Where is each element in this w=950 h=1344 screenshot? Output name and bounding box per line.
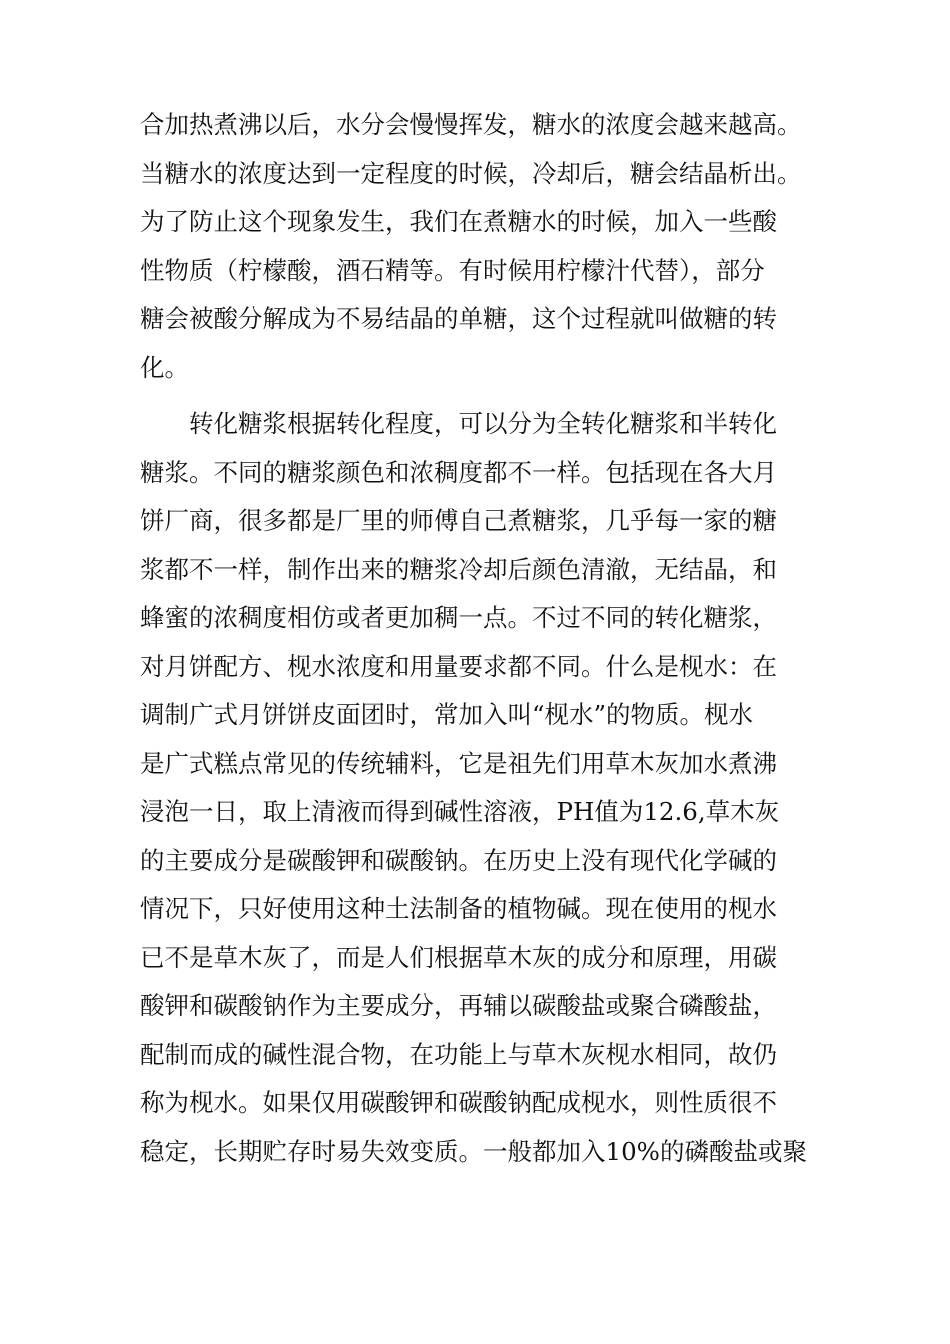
text-line: 糖浆。不同的糖浆颜色和浓稠度都不一样。包括现在各大月 bbox=[140, 457, 777, 487]
paragraph-spacing bbox=[140, 392, 840, 400]
text-line: 当糖水的浓度达到一定程度的时候，冷却后，糖会结晶析出。 bbox=[140, 158, 802, 188]
body-text bbox=[140, 101, 840, 1176]
text-line: 情况下，只好使用这种土法制备的植物碱。现在使用的枧水 bbox=[140, 894, 777, 923]
text-line: 对月饼配方、枧水浓度和用量要求都不同。什么是枧水：在 bbox=[140, 651, 777, 681]
text-line: 的主要成分是碳酸钾和碳酸钠。在历史上没有现代化学碱的 bbox=[140, 845, 777, 875]
text-line: 已不是草木灰了，而是人们根据草木灰的成分和原理，用碳 bbox=[140, 942, 777, 972]
text-line: 糖会被酸分解成为不易结晶的单糖，这个过程就叫做糖的转 bbox=[140, 304, 777, 333]
text-line: 化。 bbox=[140, 352, 189, 382]
text-line: 配制而成的碱性混合物，在功能上与草木灰枧水相同，故仍 bbox=[140, 1039, 777, 1069]
text-line: 蜂蜜的浓稠度相仿或者更加稠一点。不过不同的转化糖浆， bbox=[140, 603, 777, 632]
text-line: 稳定，长期贮存时易失效变质。一般都加入10%的磷酸盐或聚 bbox=[140, 1136, 807, 1166]
paragraph bbox=[140, 101, 840, 392]
paragraph bbox=[140, 400, 840, 1176]
text-line: 浸泡一日，取上清液而得到碱性溶液，PH值为12.6,草木灰 bbox=[140, 797, 780, 826]
text-line: 性物质（柠檬酸，酒石精等。有时候用柠檬汁代替），部分 bbox=[140, 255, 765, 285]
text-line: 饼厂商，很多都是厂里的师傅自己煮糖浆，几乎每一家的糖 bbox=[140, 506, 777, 535]
text-line: 为了防止这个现象发生，我们在煮糖水的时候，加入一些酸 bbox=[140, 207, 777, 236]
text-line: 调制广式月饼饼皮面团时，常加入叫“枧水”的物质。枧水 bbox=[140, 700, 754, 729]
text-line: 酸钾和碳酸钠作为主要成分，再辅以碳酸盐或聚合磷酸盐， bbox=[140, 991, 777, 1020]
text-line: 合加热煮沸以后，水分会慢慢挥发，糖水的浓度会越来越高。 bbox=[140, 110, 802, 139]
text-line: 是广式糕点常见的传统辅料，它是祖先们用草木灰加水煮沸 bbox=[140, 748, 777, 778]
text-line: 浆都不一样，制作出来的糖浆冷却后颜色清澈，无结晶，和 bbox=[140, 554, 777, 584]
text-line: 转化糖浆根据转化程度，可以分为全转化糖浆和半转化 bbox=[140, 409, 777, 438]
text-line: 称为枧水。如果仅用碳酸钾和碳酸钠配成枧水，则性质很不 bbox=[140, 1088, 777, 1117]
